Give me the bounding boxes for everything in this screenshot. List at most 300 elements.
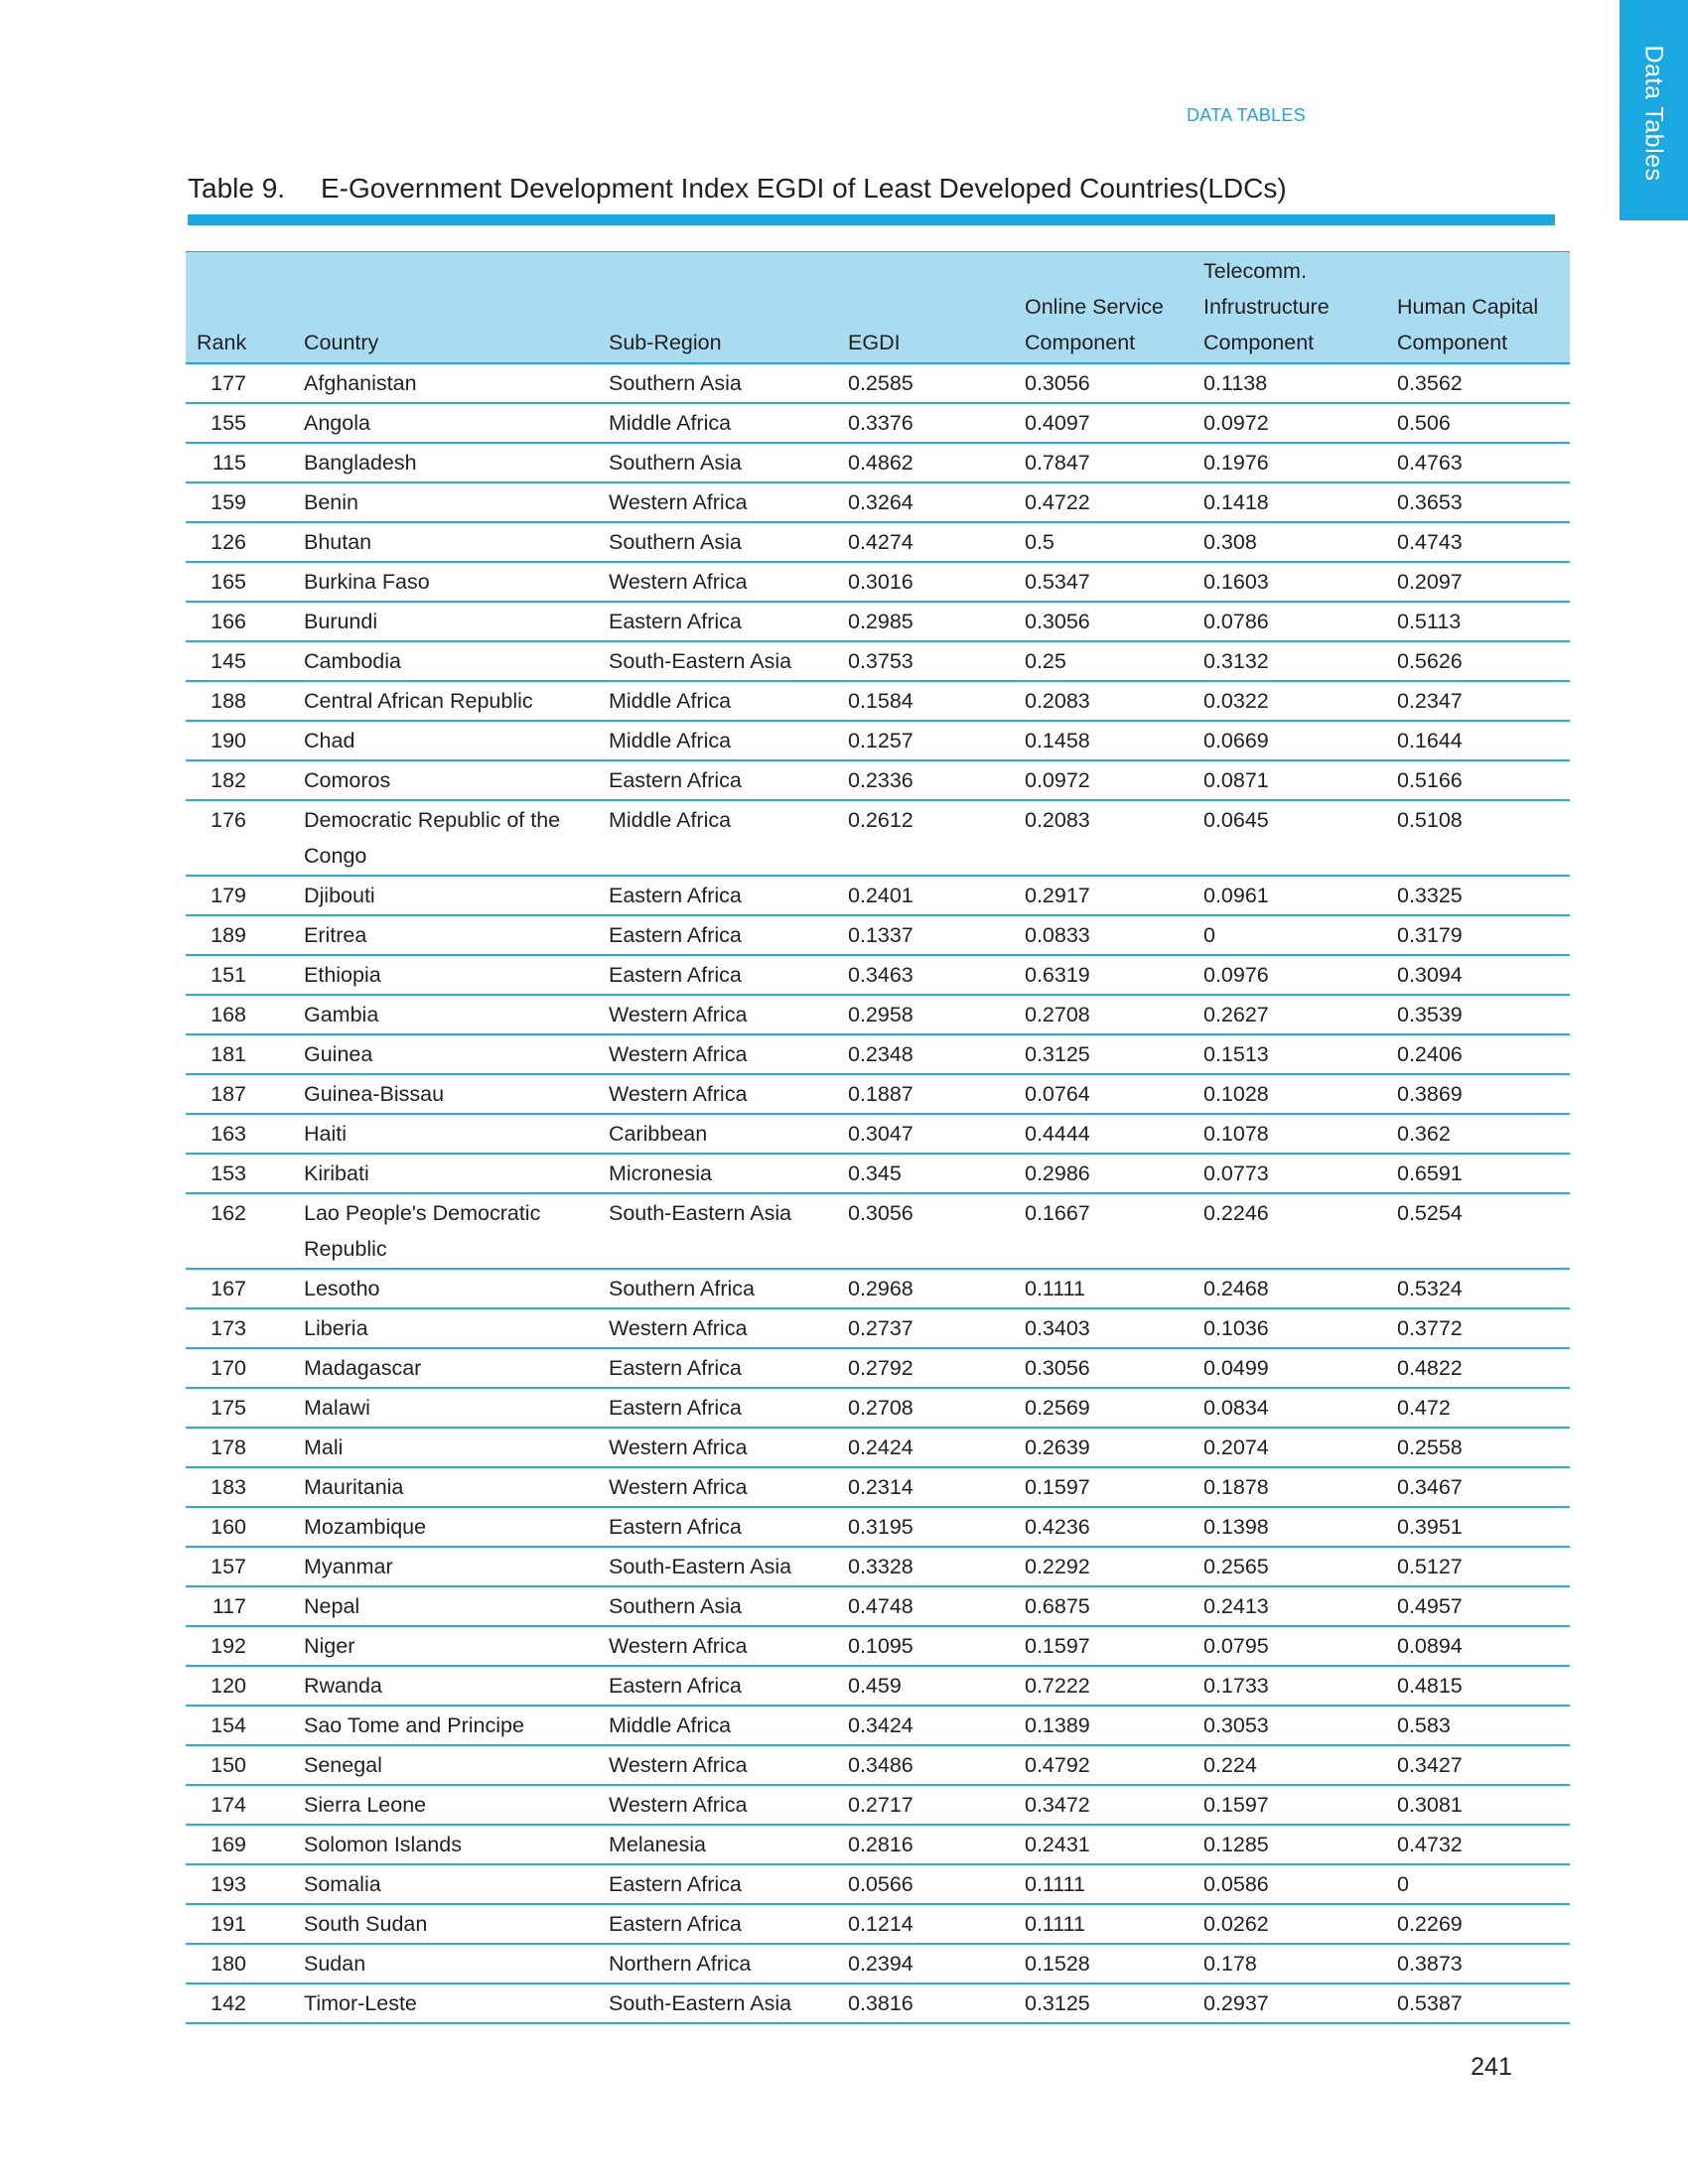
- cell-rank: 126: [186, 522, 293, 562]
- table-row: [186, 522, 1570, 562]
- cell-country: Senegal: [293, 1745, 598, 1785]
- cell-human-capital: 0.5166: [1386, 760, 1570, 800]
- column-header-line: Sub-Region: [609, 331, 722, 354]
- cell-human-capital: 0.3873: [1386, 1944, 1570, 1983]
- cell-human-capital: 0.2347: [1386, 681, 1570, 721]
- cell-online-service: 0.3125: [1014, 1034, 1193, 1074]
- cell-sub-region: Western Africa: [598, 1467, 837, 1507]
- cell-online-service: 0.2569: [1014, 1388, 1193, 1428]
- cell-country: Lesotho: [293, 1269, 598, 1308]
- cell-country: Cambodia: [293, 641, 598, 681]
- cell-human-capital: 0.3772: [1386, 1308, 1570, 1348]
- cell-egdi: 0.3486: [837, 1745, 1014, 1785]
- cell-country: Mauritania: [293, 1467, 598, 1507]
- cell-sub-region: Eastern Africa: [598, 1904, 837, 1944]
- cell-human-capital: 0.583: [1386, 1706, 1570, 1745]
- table-row: [186, 1114, 1570, 1154]
- cell-rank: 153: [186, 1154, 293, 1193]
- cell-rank: 151: [186, 955, 293, 995]
- cell-telecomm-infrastructure: 0.0262: [1193, 1904, 1386, 1944]
- table-row: [186, 641, 1570, 681]
- cell-human-capital: 0.3427: [1386, 1745, 1570, 1785]
- cell-online-service: 0.3125: [1014, 1983, 1193, 2023]
- cell-human-capital: 0.3562: [1386, 363, 1570, 403]
- cell-country: Afghanistan: [293, 363, 598, 403]
- cell-human-capital: 0.5108: [1386, 800, 1570, 876]
- cell-rank: 189: [186, 915, 293, 955]
- cell-egdi: 0.3328: [837, 1547, 1014, 1586]
- cell-sub-region: Southern Asia: [598, 443, 837, 482]
- table-row: [186, 1547, 1570, 1586]
- cell-rank: 175: [186, 1388, 293, 1428]
- cell-human-capital: 0.3653: [1386, 482, 1570, 522]
- cell-egdi: 0.1584: [837, 681, 1014, 721]
- cell-country: Lao People's Democratic Republic: [293, 1193, 598, 1269]
- cell-online-service: 0.4792: [1014, 1745, 1193, 1785]
- table-row: [186, 1348, 1570, 1388]
- side-tab[interactable]: [1619, 0, 1688, 220]
- cell-rank: 150: [186, 1745, 293, 1785]
- cell-sub-region: Eastern Africa: [598, 1348, 837, 1388]
- column-header-line: EGDI: [848, 331, 901, 354]
- cell-telecomm-infrastructure: 0.308: [1193, 522, 1386, 562]
- cell-online-service: 0.1111: [1014, 1864, 1193, 1904]
- cell-rank: 157: [186, 1547, 293, 1586]
- cell-sub-region: Southern Africa: [598, 1269, 837, 1308]
- cell-human-capital: 0.4743: [1386, 522, 1570, 562]
- cell-country: Sudan: [293, 1944, 598, 1983]
- cell-sub-region: Southern Asia: [598, 363, 837, 403]
- cell-rank: 192: [186, 1626, 293, 1666]
- cell-sub-region: Western Africa: [598, 1034, 837, 1074]
- cell-telecomm-infrastructure: 0.1733: [1193, 1666, 1386, 1706]
- cell-online-service: 0.1597: [1014, 1626, 1193, 1666]
- table-row: [186, 1825, 1570, 1864]
- cell-egdi: 0.2314: [837, 1467, 1014, 1507]
- column-header-line: Component: [1025, 331, 1136, 354]
- cell-online-service: 0.5347: [1014, 562, 1193, 602]
- cell-human-capital: 0.472: [1386, 1388, 1570, 1428]
- column-header-sub-region: [598, 252, 837, 364]
- cell-human-capital: 0.2558: [1386, 1428, 1570, 1467]
- cell-telecomm-infrastructure: 0.1513: [1193, 1034, 1386, 1074]
- cell-sub-region: Melanesia: [598, 1825, 837, 1864]
- cell-rank: 142: [186, 1983, 293, 2023]
- cell-telecomm-infrastructure: 0.1976: [1193, 443, 1386, 482]
- cell-egdi: 0.459: [837, 1666, 1014, 1706]
- table-row: [186, 1428, 1570, 1467]
- cell-online-service: 0.4722: [1014, 482, 1193, 522]
- cell-human-capital: 0.3539: [1386, 995, 1570, 1034]
- cell-sub-region: Caribbean: [598, 1114, 837, 1154]
- cell-human-capital: 0.3467: [1386, 1467, 1570, 1507]
- cell-human-capital: 0.3081: [1386, 1785, 1570, 1825]
- cell-telecomm-infrastructure: 0.1418: [1193, 482, 1386, 522]
- cell-online-service: 0.1458: [1014, 721, 1193, 760]
- cell-human-capital: 0.5113: [1386, 602, 1570, 641]
- cell-telecomm-infrastructure: 0.3053: [1193, 1706, 1386, 1745]
- table-body: [186, 363, 1570, 2023]
- table-title: [188, 173, 1287, 205]
- cell-country: Burundi: [293, 602, 598, 641]
- cell-telecomm-infrastructure: 0.0586: [1193, 1864, 1386, 1904]
- cell-human-capital: 0.5127: [1386, 1547, 1570, 1586]
- cell-human-capital: 0.5387: [1386, 1983, 1570, 2023]
- cell-country: South Sudan: [293, 1904, 598, 1944]
- cell-online-service: 0.1597: [1014, 1467, 1193, 1507]
- cell-online-service: 0.2431: [1014, 1825, 1193, 1864]
- cell-sub-region: South-Eastern Asia: [598, 641, 837, 681]
- cell-online-service: 0.2917: [1014, 876, 1193, 915]
- cell-egdi: 0.3424: [837, 1706, 1014, 1745]
- cell-sub-region: Middle Africa: [598, 1706, 837, 1745]
- cell-sub-region: South-Eastern Asia: [598, 1547, 837, 1586]
- cell-rank: 179: [186, 876, 293, 915]
- cell-human-capital: 0.5324: [1386, 1269, 1570, 1308]
- cell-country: Democratic Republic of the Congo: [293, 800, 598, 876]
- cell-online-service: 0.2083: [1014, 681, 1193, 721]
- cell-online-service: 0.3472: [1014, 1785, 1193, 1825]
- column-header-egdi: [837, 252, 1014, 364]
- cell-human-capital: 0.4732: [1386, 1825, 1570, 1864]
- cell-telecomm-infrastructure: 0: [1193, 915, 1386, 955]
- table-row: [186, 800, 1570, 876]
- cell-sub-region: Eastern Africa: [598, 1666, 837, 1706]
- table-row: [186, 1154, 1570, 1193]
- table-header-row: [186, 252, 1570, 364]
- cell-country: Djibouti: [293, 876, 598, 915]
- table-row: [186, 482, 1570, 522]
- cell-online-service: 0.1111: [1014, 1269, 1193, 1308]
- cell-online-service: 0.2639: [1014, 1428, 1193, 1467]
- cell-egdi: 0.2424: [837, 1428, 1014, 1467]
- cell-telecomm-infrastructure: 0.224: [1193, 1745, 1386, 1785]
- table-row: [186, 602, 1570, 641]
- cell-egdi: 0.2585: [837, 363, 1014, 403]
- cell-egdi: 0.2816: [837, 1825, 1014, 1864]
- cell-telecomm-infrastructure: 0.2468: [1193, 1269, 1386, 1308]
- column-header-human-capital: [1386, 252, 1570, 364]
- table-row: [186, 1944, 1570, 1983]
- table-row: [186, 1074, 1570, 1114]
- column-header-line: Online Service: [1025, 295, 1164, 319]
- cell-country: Nepal: [293, 1586, 598, 1626]
- cell-rank: 182: [186, 760, 293, 800]
- cell-online-service: 0.3056: [1014, 363, 1193, 403]
- table-row: [186, 955, 1570, 995]
- cell-sub-region: South-Eastern Asia: [598, 1983, 837, 2023]
- cell-egdi: 0.1887: [837, 1074, 1014, 1114]
- cell-egdi: 0.2401: [837, 876, 1014, 915]
- cell-egdi: 0.2612: [837, 800, 1014, 876]
- cell-online-service: 0.2292: [1014, 1547, 1193, 1586]
- cell-country: Rwanda: [293, 1666, 598, 1706]
- cell-country: Comoros: [293, 760, 598, 800]
- cell-online-service: 0.7222: [1014, 1666, 1193, 1706]
- cell-rank: 145: [186, 641, 293, 681]
- cell-human-capital: 0.3869: [1386, 1074, 1570, 1114]
- cell-sub-region: Western Africa: [598, 1745, 837, 1785]
- cell-egdi: 0.3463: [837, 955, 1014, 995]
- cell-egdi: 0.4862: [837, 443, 1014, 482]
- table-row: [186, 443, 1570, 482]
- table-row: [186, 1388, 1570, 1428]
- cell-rank: 160: [186, 1507, 293, 1547]
- table-row: [186, 363, 1570, 403]
- cell-egdi: 0.2336: [837, 760, 1014, 800]
- cell-rank: 162: [186, 1193, 293, 1269]
- cell-sub-region: Eastern Africa: [598, 760, 837, 800]
- table-row: [186, 1666, 1570, 1706]
- cell-sub-region: Western Africa: [598, 995, 837, 1034]
- cell-country: Mozambique: [293, 1507, 598, 1547]
- cell-country: Mali: [293, 1428, 598, 1467]
- cell-rank: 169: [186, 1825, 293, 1864]
- column-header-line: Country: [304, 331, 379, 354]
- cell-sub-region: Northern Africa: [598, 1944, 837, 1983]
- cell-human-capital: 0.4763: [1386, 443, 1570, 482]
- cell-egdi: 0.3376: [837, 403, 1014, 443]
- cell-human-capital: 0.5254: [1386, 1193, 1570, 1269]
- cell-country: Solomon Islands: [293, 1825, 598, 1864]
- cell-telecomm-infrastructure: 0.2627: [1193, 995, 1386, 1034]
- cell-telecomm-infrastructure: 0.178: [1193, 1944, 1386, 1983]
- table-row: [186, 1706, 1570, 1745]
- cell-egdi: 0.1337: [837, 915, 1014, 955]
- cell-rank: 181: [186, 1034, 293, 1074]
- cell-rank: 155: [186, 403, 293, 443]
- cell-sub-region: Eastern Africa: [598, 602, 837, 641]
- column-header-line: Infrustructure: [1203, 295, 1330, 319]
- cell-country: Burkina Faso: [293, 562, 598, 602]
- cell-rank: 117: [186, 1586, 293, 1626]
- cell-egdi: 0.2394: [837, 1944, 1014, 1983]
- cell-human-capital: 0.362: [1386, 1114, 1570, 1154]
- table-row: [186, 760, 1570, 800]
- cell-egdi: 0.345: [837, 1154, 1014, 1193]
- cell-telecomm-infrastructure: 0.0834: [1193, 1388, 1386, 1428]
- cell-online-service: 0.5: [1014, 522, 1193, 562]
- cell-rank: 154: [186, 1706, 293, 1745]
- table-row: [186, 721, 1570, 760]
- cell-telecomm-infrastructure: 0.3132: [1193, 641, 1386, 681]
- cell-online-service: 0.2708: [1014, 995, 1193, 1034]
- cell-country: Ethiopia: [293, 955, 598, 995]
- cell-egdi: 0.2985: [837, 602, 1014, 641]
- cell-country: Kiribati: [293, 1154, 598, 1193]
- cell-human-capital: 0.2406: [1386, 1034, 1570, 1074]
- cell-rank: 191: [186, 1904, 293, 1944]
- table-row: [186, 1034, 1570, 1074]
- cell-telecomm-infrastructure: 0.2937: [1193, 1983, 1386, 2023]
- cell-telecomm-infrastructure: 0.0322: [1193, 681, 1386, 721]
- cell-country: Somalia: [293, 1864, 598, 1904]
- cell-rank: 167: [186, 1269, 293, 1308]
- cell-egdi: 0.3753: [837, 641, 1014, 681]
- cell-online-service: 0.1528: [1014, 1944, 1193, 1983]
- cell-online-service: 0.0833: [1014, 915, 1193, 955]
- cell-rank: 177: [186, 363, 293, 403]
- cell-country: Chad: [293, 721, 598, 760]
- cell-online-service: 0.3403: [1014, 1308, 1193, 1348]
- column-header-telecomm-infrastructure: [1193, 252, 1386, 364]
- cell-rank: 173: [186, 1308, 293, 1348]
- cell-human-capital: 0.3179: [1386, 915, 1570, 955]
- cell-telecomm-infrastructure: 0.1138: [1193, 363, 1386, 403]
- cell-sub-region: Eastern Africa: [598, 915, 837, 955]
- cell-country: Eritrea: [293, 915, 598, 955]
- cell-human-capital: 0: [1386, 1864, 1570, 1904]
- cell-sub-region: Middle Africa: [598, 721, 837, 760]
- cell-rank: 190: [186, 721, 293, 760]
- table-row: [186, 995, 1570, 1034]
- cell-telecomm-infrastructure: 0.0961: [1193, 876, 1386, 915]
- cell-egdi: 0.0566: [837, 1864, 1014, 1904]
- cell-rank: 165: [186, 562, 293, 602]
- cell-egdi: 0.2717: [837, 1785, 1014, 1825]
- cell-egdi: 0.4748: [837, 1586, 1014, 1626]
- cell-country: Bhutan: [293, 522, 598, 562]
- cell-country: Madagascar: [293, 1348, 598, 1388]
- cell-telecomm-infrastructure: 0.1597: [1193, 1785, 1386, 1825]
- cell-human-capital: 0.3325: [1386, 876, 1570, 915]
- cell-egdi: 0.3264: [837, 482, 1014, 522]
- cell-online-service: 0.25: [1014, 641, 1193, 681]
- table-row: [186, 1983, 1570, 2023]
- table-row: [186, 681, 1570, 721]
- cell-telecomm-infrastructure: 0.1028: [1193, 1074, 1386, 1114]
- table-row: [186, 1467, 1570, 1507]
- table-row: [186, 1586, 1570, 1626]
- cell-human-capital: 0.2097: [1386, 562, 1570, 602]
- cell-rank: 166: [186, 602, 293, 641]
- cell-human-capital: 0.4815: [1386, 1666, 1570, 1706]
- column-header-line: Component: [1203, 331, 1315, 354]
- cell-sub-region: Western Africa: [598, 1785, 837, 1825]
- column-header-online-service: [1014, 252, 1193, 364]
- cell-sub-region: Western Africa: [598, 562, 837, 602]
- cell-rank: 168: [186, 995, 293, 1034]
- cell-egdi: 0.3195: [837, 1507, 1014, 1547]
- cell-online-service: 0.1667: [1014, 1193, 1193, 1269]
- cell-human-capital: 0.2269: [1386, 1904, 1570, 1944]
- page-number: 241: [1471, 2053, 1512, 2081]
- cell-sub-region: Middle Africa: [598, 403, 837, 443]
- table-title-text: E-Government Development Index EGDI of Least Developed Countries(LDCs): [321, 173, 1287, 204]
- cell-sub-region: South-Eastern Asia: [598, 1193, 837, 1269]
- cell-rank: 170: [186, 1348, 293, 1388]
- cell-country: Timor-Leste: [293, 1983, 598, 2023]
- cell-telecomm-infrastructure: 0.0795: [1193, 1626, 1386, 1666]
- cell-egdi: 0.2968: [837, 1269, 1014, 1308]
- cell-human-capital: 0.4957: [1386, 1586, 1570, 1626]
- cell-sub-region: Middle Africa: [598, 800, 837, 876]
- cell-country: Guinea: [293, 1034, 598, 1074]
- cell-egdi: 0.3016: [837, 562, 1014, 602]
- table-row: [186, 1269, 1570, 1308]
- cell-sub-region: Middle Africa: [598, 681, 837, 721]
- cell-rank: 187: [186, 1074, 293, 1114]
- cell-human-capital: 0.3094: [1386, 955, 1570, 995]
- cell-egdi: 0.2792: [837, 1348, 1014, 1388]
- egdi-table: [186, 251, 1570, 2024]
- column-header-line: Component: [1397, 331, 1508, 354]
- cell-telecomm-infrastructure: 0.0773: [1193, 1154, 1386, 1193]
- cell-telecomm-infrastructure: 0.0972: [1193, 403, 1386, 443]
- table-row: [186, 1626, 1570, 1666]
- cell-country: Myanmar: [293, 1547, 598, 1586]
- cell-telecomm-infrastructure: 0.0786: [1193, 602, 1386, 641]
- cell-country: Guinea-Bissau: [293, 1074, 598, 1114]
- cell-telecomm-infrastructure: 0.1036: [1193, 1308, 1386, 1348]
- cell-sub-region: Western Africa: [598, 1308, 837, 1348]
- cell-telecomm-infrastructure: 0.0669: [1193, 721, 1386, 760]
- cell-sub-region: Eastern Africa: [598, 876, 837, 915]
- cell-online-service: 0.0972: [1014, 760, 1193, 800]
- cell-human-capital: 0.3951: [1386, 1507, 1570, 1547]
- cell-telecomm-infrastructure: 0.2074: [1193, 1428, 1386, 1467]
- cell-online-service: 0.4444: [1014, 1114, 1193, 1154]
- cell-online-service: 0.7847: [1014, 443, 1193, 482]
- cell-online-service: 0.3056: [1014, 602, 1193, 641]
- cell-egdi: 0.1095: [837, 1626, 1014, 1666]
- cell-country: Bangladesh: [293, 443, 598, 482]
- cell-rank: 176: [186, 800, 293, 876]
- cell-human-capital: 0.5626: [1386, 641, 1570, 681]
- cell-egdi: 0.3047: [837, 1114, 1014, 1154]
- cell-telecomm-infrastructure: 0.1603: [1193, 562, 1386, 602]
- cell-online-service: 0.4236: [1014, 1507, 1193, 1547]
- table-row: [186, 1785, 1570, 1825]
- cell-online-service: 0.1389: [1014, 1706, 1193, 1745]
- cell-telecomm-infrastructure: 0.0645: [1193, 800, 1386, 876]
- cell-egdi: 0.1214: [837, 1904, 1014, 1944]
- cell-online-service: 0.2083: [1014, 800, 1193, 876]
- cell-sub-region: Eastern Africa: [598, 1864, 837, 1904]
- cell-egdi: 0.2958: [837, 995, 1014, 1034]
- cell-rank: 115: [186, 443, 293, 482]
- cell-telecomm-infrastructure: 0.0871: [1193, 760, 1386, 800]
- title-rule: [188, 214, 1555, 225]
- table-row: [186, 1308, 1570, 1348]
- cell-telecomm-infrastructure: 0.2413: [1193, 1586, 1386, 1626]
- cell-telecomm-infrastructure: 0.1398: [1193, 1507, 1386, 1547]
- cell-country: Sierra Leone: [293, 1785, 598, 1825]
- cell-rank: 188: [186, 681, 293, 721]
- cell-online-service: 0.6319: [1014, 955, 1193, 995]
- table-row: [186, 403, 1570, 443]
- cell-country: Benin: [293, 482, 598, 522]
- cell-sub-region: Western Africa: [598, 1074, 837, 1114]
- cell-telecomm-infrastructure: 0.1285: [1193, 1825, 1386, 1864]
- cell-human-capital: 0.1644: [1386, 721, 1570, 760]
- cell-rank: 120: [186, 1666, 293, 1706]
- cell-rank: 193: [186, 1864, 293, 1904]
- table-row: [186, 1507, 1570, 1547]
- cell-egdi: 0.2737: [837, 1308, 1014, 1348]
- cell-egdi: 0.2708: [837, 1388, 1014, 1428]
- cell-rank: 180: [186, 1944, 293, 1983]
- cell-sub-region: Western Africa: [598, 1428, 837, 1467]
- side-tab-label: Data Tables: [1639, 45, 1668, 182]
- cell-rank: 183: [186, 1467, 293, 1507]
- table-row: [186, 1864, 1570, 1904]
- cell-sub-region: Eastern Africa: [598, 955, 837, 995]
- cell-telecomm-infrastructure: 0.1078: [1193, 1114, 1386, 1154]
- cell-country: Angola: [293, 403, 598, 443]
- cell-sub-region: Eastern Africa: [598, 1507, 837, 1547]
- cell-online-service: 0.6875: [1014, 1586, 1193, 1626]
